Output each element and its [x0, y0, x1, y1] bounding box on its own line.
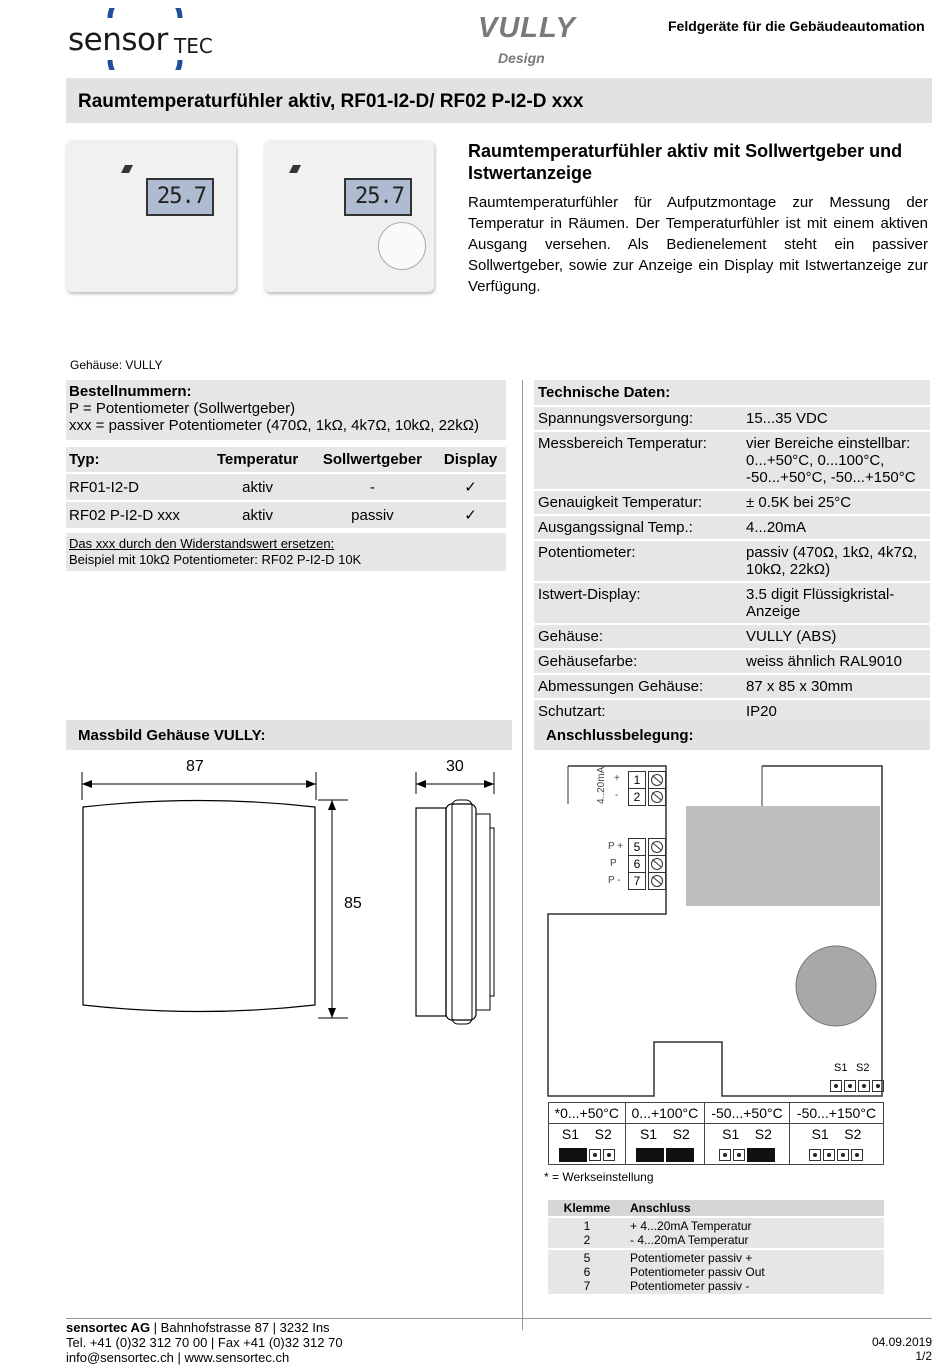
s1-label: S1 — [639, 1126, 658, 1142]
tech-row — [534, 516, 930, 539]
footer-web[interactable]: info@sensortec.ch | www.sensortec.ch — [66, 1350, 290, 1365]
num: 7 — [583, 1279, 591, 1293]
tech-value: IP20 — [746, 703, 777, 720]
tech-data-table — [534, 380, 930, 725]
screw-icon — [648, 838, 666, 856]
dimension-section-bar — [66, 720, 512, 750]
tech-key: Gehäuse: — [538, 628, 604, 645]
num: 2 — [583, 1233, 591, 1247]
footer-street: | Bahnhofstrasse 87 | 3232 Ins — [150, 1320, 330, 1335]
switch-label-cell — [705, 1124, 790, 1145]
s1-label: S1 — [722, 1126, 740, 1142]
dim-width: 87 — [186, 758, 204, 775]
setpoint-knob — [378, 222, 426, 270]
description-heading: Raumtemperaturfühler aktiv mit Sollwertgeber und Istwertanzeige — [468, 141, 903, 183]
terminal-desc — [626, 1218, 884, 1248]
range-cell: 0...+100°C — [625, 1103, 704, 1124]
tech-value: 15...35 VDC — [746, 410, 828, 427]
tech-value: VULLY (ABS) — [746, 628, 837, 645]
dimension-drawing — [66, 750, 512, 1030]
footer-date: 04.09.2019 — [871, 1335, 932, 1349]
jumper-config-icon — [789, 1144, 883, 1165]
tech-row — [534, 491, 930, 514]
s2-label: S2 — [672, 1126, 690, 1142]
dim-depth: 30 — [446, 758, 464, 775]
tech-row — [534, 407, 930, 430]
tech-key: Messbereich Temperatur: — [538, 435, 707, 452]
range-switch-labels — [549, 1124, 884, 1145]
tech-value: 87 x 85 x 30mm — [746, 678, 853, 695]
terminal-table-header — [548, 1200, 884, 1216]
desc: + 4...20mA Temperatur — [630, 1219, 752, 1233]
s2-label: S2 — [844, 1126, 862, 1142]
col-temperatur: Temperatur — [205, 447, 309, 472]
order-line-2: xxx = passiver Potentiometer (470Ω, 1kΩ, 4k7Ω, 10kΩ, 22kΩ) — [69, 417, 479, 434]
check-icon: ✓ — [435, 474, 506, 500]
series-subtitle: Design — [498, 50, 545, 66]
order-heading: Bestellnummern: — [69, 383, 192, 400]
s1-label: S1 — [561, 1126, 580, 1142]
terminal-1: 1 — [628, 771, 646, 789]
num: 1 — [583, 1219, 591, 1233]
type-table-header — [66, 447, 506, 472]
jumper-config-icon — [549, 1144, 626, 1165]
tech-value: 3.5 digit Flüssigkristal-Anzeige — [746, 586, 895, 620]
tech-key: Abmessungen Gehäuse: — [538, 678, 704, 695]
pcb-s2-label: S2 — [856, 1062, 870, 1074]
terminal-5: 5 — [628, 838, 646, 856]
cell: aktiv — [205, 474, 309, 500]
order-line-1: P = Potentiometer (Sollwertgeber) — [69, 400, 296, 417]
tech-key: Istwert-Display: — [538, 586, 641, 603]
cell: - — [310, 474, 435, 500]
table-row — [548, 1250, 884, 1294]
screw-icon — [648, 872, 666, 890]
page-number: 1/2 — [915, 1349, 932, 1363]
range-jumpers — [549, 1144, 884, 1165]
table-row — [66, 502, 506, 528]
terminal-desc — [626, 1250, 884, 1294]
minus-label: - — [615, 790, 619, 801]
range-cell: -50...+50°C — [705, 1103, 790, 1124]
screw-icon — [648, 771, 666, 789]
screw-icon — [648, 855, 666, 873]
order-numbers-box — [66, 380, 506, 440]
tech-value: 4...20mA — [746, 519, 807, 536]
num: 6 — [583, 1265, 591, 1279]
switch-label-cell — [549, 1124, 626, 1145]
tech-value: passiv (470Ω, 1kΩ, 4k7Ω, 10kΩ, 22kΩ) — [746, 544, 918, 578]
s1-label: S1 — [811, 1126, 829, 1142]
cell: RF02 P-I2-D xxx — [66, 502, 205, 528]
terminal-table — [548, 1198, 884, 1296]
order-note — [66, 533, 506, 571]
tech-row — [534, 583, 930, 623]
logo-tec: TEC — [174, 34, 213, 58]
terminal-2: 2 — [628, 788, 646, 806]
brand-mark-icon — [288, 164, 302, 174]
pcb-s1-label: S1 — [834, 1062, 848, 1074]
tech-row — [534, 541, 930, 581]
col-klemme: Klemme — [548, 1200, 626, 1216]
col-sollwertgeber: Sollwertgeber — [310, 447, 435, 472]
dimension-heading: Massbild Gehäuse VULLY: — [78, 727, 266, 744]
lcd-display — [344, 178, 412, 216]
description-text: Raumtemperaturfühler für Aufputzmontage zur Messung der Temperatur in Räumen. Der Temperaturfühler ist mit einem aktiven Ausgang versehen. Als Bedienelement steht ein passiver Sollwertgeber, sowie zur Anzeige ein Display mit Istwertanzeige zur Verfügung. — [468, 194, 928, 295]
s2-label: S2 — [594, 1126, 612, 1142]
brand-mark-icon — [120, 164, 134, 174]
connection-heading: Anschlussbelegung: — [546, 727, 694, 744]
col-anschluss: Anschluss — [626, 1200, 884, 1216]
connection-section-bar — [534, 720, 930, 750]
terminal-nums — [548, 1218, 626, 1248]
footer-phone: Tel. +41 (0)32 312 70 00 | Fax +41 (0)32 312 70 — [66, 1335, 343, 1350]
tech-row — [534, 650, 930, 673]
series-title: VULLY — [478, 12, 576, 44]
desc: Potentiometer passiv Out — [630, 1265, 765, 1279]
page-title: Raumtemperaturfühler aktiv, RF01-I2-D/ RF02 P-I2-D xxx — [78, 91, 584, 112]
range-table — [548, 1102, 884, 1165]
tech-value: vier Bereiche einstellbar: 0...+50°C, 0...100°C, -50...+50°C, -50...+150°C — [746, 435, 916, 486]
terminal-6: 6 — [628, 855, 646, 873]
terminal-nums — [548, 1250, 626, 1294]
sensortec-logo — [68, 8, 218, 68]
tech-value: ± 0.5K bei 25°C — [746, 494, 852, 511]
table-row — [548, 1218, 884, 1248]
product-image-rf01 — [66, 140, 236, 292]
product-image-rf02 — [264, 140, 434, 292]
footer-divider — [66, 1318, 932, 1319]
plus-label: + — [614, 773, 620, 784]
tech-value: weiss ähnlich RAL9010 — [746, 653, 902, 670]
desc: Potentiometer passiv + — [630, 1251, 753, 1265]
cell: aktiv — [205, 502, 309, 528]
dim-height: 85 — [344, 895, 362, 912]
desc: - 4...20mA Temperatur — [630, 1233, 749, 1247]
tech-row — [534, 675, 930, 698]
col-display: Display — [435, 447, 506, 472]
order-note-2: Beispiel mit 10kΩ Potentiometer: RF02 P-I2-D 10K — [69, 552, 362, 567]
lcd-display — [146, 178, 214, 216]
tech-key: Ausgangssignal Temp.: — [538, 519, 693, 536]
factory-note: * = Werkseinstellung — [544, 1170, 654, 1184]
lcd-value: 25.7 — [157, 184, 206, 209]
pot-label-minus: P - — [608, 875, 621, 886]
pot-label-out: P — [610, 858, 617, 869]
desc: Potentiometer passiv - — [630, 1279, 750, 1293]
screw-icon — [648, 788, 666, 806]
switch-label-cell — [789, 1124, 883, 1145]
housing-label: Gehäuse: VULLY — [70, 358, 163, 372]
tech-key: Gehäusefarbe: — [538, 653, 638, 670]
tech-key: Schutzart: — [538, 703, 606, 720]
col-typ: Typ: — [66, 447, 205, 472]
title-bar — [66, 78, 932, 123]
s2-label: S2 — [754, 1126, 772, 1142]
footer-address — [66, 1320, 343, 1365]
footer-meta — [872, 1335, 932, 1363]
tech-key: Potentiometer: — [538, 544, 636, 561]
tech-key: Genauigkeit Temperatur: — [538, 494, 702, 511]
tech-row — [534, 625, 930, 648]
pcb-outline — [546, 764, 886, 1104]
check-icon: ✓ — [435, 502, 506, 528]
switch-label-cell — [625, 1124, 704, 1145]
cell: passiv — [310, 502, 435, 528]
table-row — [66, 474, 506, 500]
tech-key: Spannungsversorgung: — [538, 410, 694, 427]
range-cell: *0...+50°C — [549, 1103, 626, 1124]
lcd-value: 25.7 — [355, 184, 404, 209]
type-table — [66, 445, 506, 530]
pcb-jumper-icon — [829, 1077, 885, 1095]
jumper-config-icon — [625, 1144, 704, 1165]
footer-company: sensortec AG — [66, 1320, 151, 1335]
pot-label-plus: P + — [608, 841, 624, 852]
range-header — [549, 1103, 884, 1124]
tech-row — [534, 432, 930, 489]
cell: RF01-I2-D — [66, 474, 205, 500]
tech-heading: Technische Daten: — [534, 380, 930, 405]
column-divider — [522, 380, 523, 1330]
range-cell: -50...+150°C — [789, 1103, 883, 1124]
order-note-1: Das xxx durch den Widerstandswert ersetzen: — [69, 536, 335, 551]
jumper-config-icon — [705, 1144, 790, 1165]
terminal-7: 7 — [628, 872, 646, 890]
num: 5 — [583, 1251, 591, 1265]
signal-label: 4..20mA — [596, 766, 607, 804]
category-label: Feldgeräte für die Gebäudeautomation — [668, 18, 925, 34]
logo-word: sensor — [68, 22, 168, 58]
